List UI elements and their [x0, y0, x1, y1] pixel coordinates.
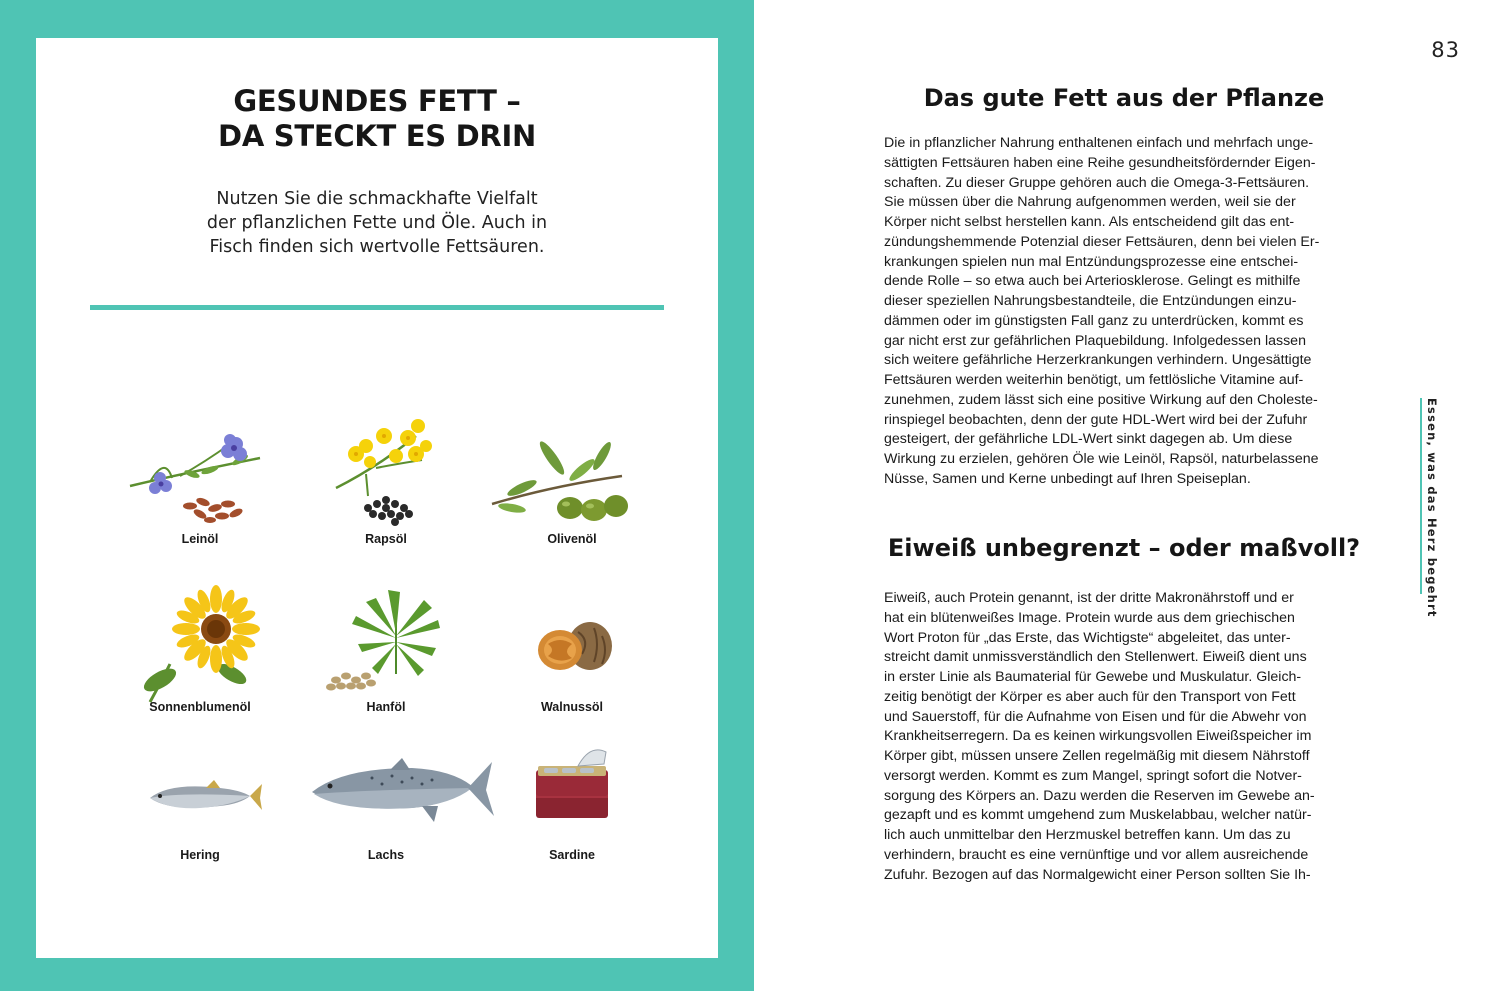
sunflower-icon: [110, 584, 290, 704]
text-line: gesteigert, der gefährliche LDL-Wert sinkt dagegen ab. Um diese: [884, 431, 1293, 448]
item-leinoel: [110, 416, 290, 566]
item-label-olivenoel: Olivenöl: [547, 532, 597, 546]
olive-icon: [482, 416, 662, 536]
text-line: verhindern, braucht es eine vernünftige und vor allem ausreichende: [884, 846, 1309, 863]
item-label-sardine: Sardine: [549, 848, 595, 862]
text-line: lich auch unmittelbar den Herzmuskel betreffen kann. Um das zu: [884, 827, 1291, 843]
text-line: hat ein blütenweißes Image. Protein wurde aus dem griechischen: [884, 609, 1295, 626]
infobox-title-line-2: DA STECKT ES DRIN: [218, 119, 536, 153]
sardine-tin-icon: [482, 742, 662, 842]
text-line: Zufuhr. Bezogen auf das Normalgewicht einer Person sollten Sie Ih-: [884, 866, 1311, 883]
text-line: gezapft und es kommt umgehend zum Muskelabbau, welcher natür-: [884, 807, 1312, 824]
infobox-intro-line-1: Nutzen Sie die schmackhafte Vielfalt: [216, 189, 538, 209]
item-sardine: [482, 742, 662, 892]
text-line: und Sauerstoff, für die Aufnahme von Eisen und für die Abwehr von: [884, 708, 1307, 725]
section-heading-protein: Eiweiß unbegrenzt – oder maßvoll?: [887, 534, 1361, 562]
text-line: streicht damit unmissverständlich den Stellenwert. Eiweiß dient uns: [884, 649, 1307, 666]
item-hanfoel: [296, 584, 476, 734]
item-label-hering: Hering: [180, 848, 220, 862]
section-heading-fat: Das gute Fett aus der Pflanze: [923, 84, 1325, 112]
infobox-title-line-1: GESUNDES FETT –: [233, 84, 521, 118]
text-line: dieser speziellen Nahrungsbestandteile, die Entzündungen einzu-: [884, 293, 1297, 309]
item-walnussoel: [482, 584, 662, 734]
text-line: Körper nicht selbst herstellen kann. Als entscheidend gilt das ent-: [884, 214, 1295, 230]
infobox-intro-line-3: Fisch finden sich wertvolle Fettsäuren.: [209, 237, 545, 257]
text-line: zündungshemmende Potenzial dieser Fettsäuren, denn bei vielen Er-: [884, 233, 1320, 250]
item-lachs: [296, 742, 476, 892]
infobox-title: [36, 84, 718, 154]
item-label-rapsoel: Rapsöl: [365, 532, 407, 546]
text-line: gar nicht erst zur gefährlichen Plaquebildung. Infolgedessen lassen: [884, 332, 1306, 349]
text-line: Wort Proton für „das Erste, das Wichtigste“ abgeleitet, das unter-: [884, 629, 1291, 646]
text-line: rinspiegel beobachten, denn der gute HDL-Wert wird bei der Zufuhr: [884, 411, 1308, 428]
item-olivenoel: [482, 416, 662, 566]
text-line: sich weitere gefährliche Herzerkrankungen verhindern. Ungesättigte: [884, 352, 1312, 369]
text-line: krankungen spielen nun mal Entzündungsprozesse eine entschei-: [884, 253, 1299, 270]
infobox-intro: [196, 187, 558, 259]
item-rapsoel: [296, 416, 476, 566]
chapter-title: Essen, was das Herz begehrt: [1425, 398, 1439, 618]
item-label-lachs: Lachs: [367, 848, 405, 862]
rapeseed-icon: [296, 416, 476, 536]
section-body-protein: [884, 589, 1366, 885]
text-line: Fettsäuren werden weiterhin benötigt, um fettlösliche Vitamine auf-: [884, 372, 1304, 388]
text-line: sorgung des Körpers an. Dazu werden die Reserven im Gewebe an-: [884, 787, 1315, 804]
text-line: zunehmen, zudem lässt sich eine positive Wirkung auf den Choleste-: [884, 391, 1318, 408]
chapter-side-tab: [1420, 398, 1442, 618]
text-line: Körper gibt, müssen unsere Zellen regelmäßig mit diesem Nährstoff: [884, 748, 1310, 764]
text-line: sättigten Fettsäuren haben eine Reihe gesundheitsfördernder Eigen-: [884, 154, 1316, 171]
infobox-card: [36, 38, 718, 958]
item-sonnenblumenoel: [110, 584, 290, 734]
page-number: 83: [1431, 38, 1460, 62]
text-line: versorgt werden. Kommt es zum Mangel, springt sofort die Notver-: [884, 767, 1302, 784]
item-label-hanfoel: Hanföl: [366, 700, 406, 714]
text-line: Wirkung zu erzielen, gehören Öle wie Leinöl, Rapsöl, naturbelassene: [884, 451, 1319, 467]
herring-icon: [110, 742, 290, 842]
walnut-icon: [482, 584, 662, 704]
salmon-icon: [302, 742, 502, 842]
text-line: Sie müssen über die Nahrung aufgenommen werden, weil sie der: [884, 194, 1296, 211]
flax-icon: [110, 416, 290, 536]
section-body-fat: [884, 134, 1366, 490]
item-hering: [110, 742, 290, 892]
item-label-sonnenblumenoel: Sonnenblumenöl: [149, 700, 251, 714]
text-line: Nüsse, Samen und Kerne unbedingt auf Ihren Speiseplan.: [884, 470, 1251, 487]
text-line: in erster Linie als Baumaterial für Gewebe und Muskulatur. Gleich-: [884, 669, 1302, 685]
text-line: dämmen oder im günstigsten Fall ganz zu unterdrücken, kommt es: [884, 312, 1304, 329]
hemp-icon: [296, 584, 476, 704]
text-line: Krankheitserregern. Da es keinen wirkungsvollen Eiweißspeicher im: [884, 728, 1312, 745]
item-label-leinoel: Leinöl: [181, 532, 219, 546]
accent-divider: [90, 305, 664, 310]
text-line: schaften. Zu dieser Gruppe gehören auch die Omega-3-Fettsäuren.: [884, 174, 1310, 191]
item-label-walnussoel: Walnussöl: [540, 700, 604, 714]
text-line: dende Rolle – so etwa auch bei Arteriosklerose. Gelingt es mithilfe: [884, 273, 1301, 290]
text-line: Die in pflanzlicher Nahrung enthaltenen einfach und mehrfach unge-: [884, 135, 1314, 151]
infobox-intro-line-2: der pflanzlichen Fette und Öle. Auch in: [206, 213, 548, 233]
text-line: Eiweiß, auch Protein genannt, ist der dritte Makronährstoff und er: [884, 590, 1294, 606]
text-line: zeitig benötigt der Körper es aber auch für den Transport von Fett: [884, 688, 1296, 705]
